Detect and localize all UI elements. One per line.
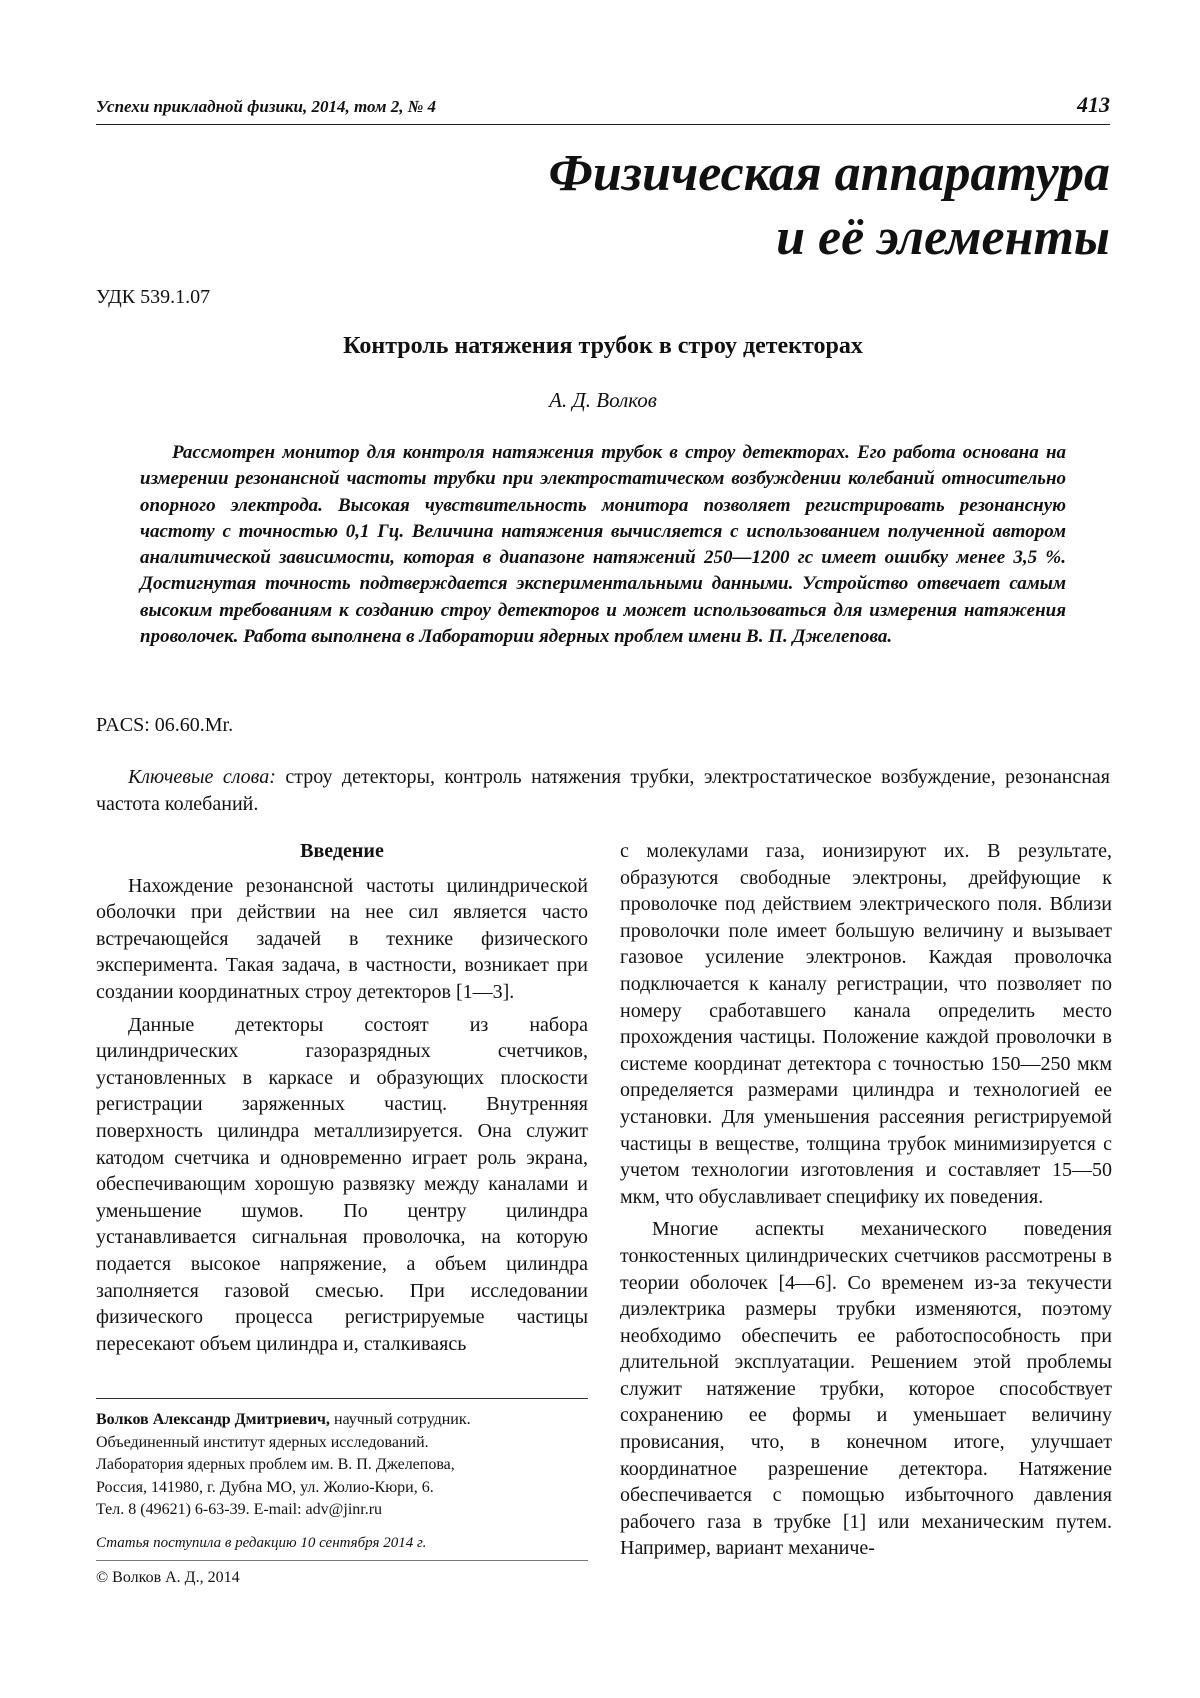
section-title — [549, 142, 1110, 270]
page-number: 413 — [1077, 92, 1110, 117]
author-full-name: Волков Александр Дмитриевич, — [96, 1411, 330, 1428]
author-affiliation-line-1 — [96, 1409, 588, 1432]
received-date: Статья поступила в редакцию 10 сентября 2014 г. — [96, 1532, 588, 1562]
author-footnote — [96, 1398, 588, 1590]
right-column — [620, 838, 1112, 1568]
section-title-line-2: и её элементы — [776, 209, 1110, 266]
running-header — [96, 92, 1110, 125]
author-affiliation-line-2: Объединенный институт ядерных исследований. — [96, 1433, 429, 1451]
keywords — [96, 764, 1110, 818]
keywords-label: Ключевые слова: — [128, 766, 276, 788]
copyright: © Волков А. Д., 2014 — [96, 1569, 240, 1586]
author-contact: Тел. 8 (49621) 6-63-39. E-mail: adv@jinr.ru — [96, 1501, 383, 1518]
author-affiliation-line-4: Россия, 141980, г. Дубна МО, ул. Жолио-Кюри, 6. — [96, 1478, 434, 1496]
author-name: А. Д. Волков — [549, 388, 657, 412]
abstract: Рассмотрен монитор для контроля натяжения трубок в строу детекторах. Его работа основана на измерении резонансной частоты трубки при электростатическом возбуждении колебаний относительно опорного электрода. Высокая чувствительность монитора позволяет регистрировать резонансную частоту с точностью 0,1 Гц. Величина натяжения вычисляется с использованием полученной автором аналитической зависимости, которая в диапазоне натяжений 250—1200 гс имеет ошибку менее 3,5 %. Достигнутая точность подтверждается экспериментальными данными. Устройство отвечает самым высоким требованиям к созданию строу детекторов и может использоваться для измерения натяжения проволочек. Работа выполнена в Лаборатории ядерных проблем имени В. П. Джелепова. — [140, 442, 1066, 648]
keywords-text: строу детекторы, контроль натяжения трубки, электростатическое возбуждение, резонансная частота колебаний. — [96, 766, 1110, 815]
introduction-heading: Введение — [300, 840, 384, 862]
intro-paragraph-3: Многие аспекты механического поведения тонкостенных цилиндрических счетчиков рассмотрены в теории оболочек [4—6]. Со временем из-за текучести диэлектрика размеры трубки изменяются, поэтому необходимо обеспечить ее работоспособность при длительной эксплуатации. Решением этой проблемы служит натяжение трубки, которое способствует сохранению ее формы и уменьшает величину провисания, что, в конечном итоге, улучшает координатное разрешение детектора. Натяжение обеспечивается с помощью избыточного давления рабочего газа в трубке [1] или механическим путем. Например, вариант механиче- — [620, 1218, 1112, 1560]
left-column — [96, 838, 588, 1363]
journal-reference: Успехи прикладной физики, 2014, том 2, № 4 — [96, 97, 437, 116]
udk-code: УДК 539.1.07 — [96, 286, 211, 308]
section-title-line-1: Физическая аппаратура — [548, 145, 1110, 202]
intro-paragraph-1: Нахождение резонансной частоты цилиндрической оболочки при действии на нее сил является часто встречающейся задачей в технике физического эксперимента. Такая задача, в частности, возникает при создании координатных строу детекторов [1—3]. — [96, 874, 588, 1003]
author-position: научный сотрудник. — [329, 1411, 471, 1428]
paper-title: Контроль натяжения трубок в строу детекторах — [343, 333, 863, 359]
author-affiliation-line-3: Лаборатория ядерных проблем им. В. П. Джелепова, — [96, 1456, 455, 1473]
intro-paragraph-2-continued: с молекулами газа, ионизируют их. В результате, образуются свободные электроны, дрейфующие к проволочке под действием электрического поля. Вблизи проволочки поле имеет большую величину и вызывает газовое усиление электронов. Каждая проволочка подключается к каналу регистрации, что позволяет по номеру сработавшего канала определить место прохождения частицы. Положение каждой проволочки в системе координат детектора с точностью 150—250 мкм определяется размерами цилиндра и технологией ее установки. Для уменьшения рассеяния регистрируемой частицы в веществе, толщина трубок минимизируется с учетом технологии изготовления и составляет 15—50 мкм, что обуславливает специфику их поведения. — [620, 840, 1112, 1208]
pacs-code: PACS: 06.60.Mr. — [96, 714, 234, 736]
intro-paragraph-2: Данные детекторы состоят из набора цилиндрических газоразрядных счетчиков, установленных в каркасе и образующих плоскости регистрации заряженных частиц. Внутренняя поверхность цилиндра металлизируется. Она служит катодом счетчика и одновременно играет роль экрана, обеспечивающим хорошую развязку между каналами и уменьшение шумов. По центру цилиндра устанавливается сигнальная проволочка, на которую подается высокое напряжение, а объем цилиндра заполняется газовой смесью. При исследовании физического процесса регистрируемые частицы пересекают объем цилиндра и, сталкиваясь — [96, 1013, 588, 1355]
